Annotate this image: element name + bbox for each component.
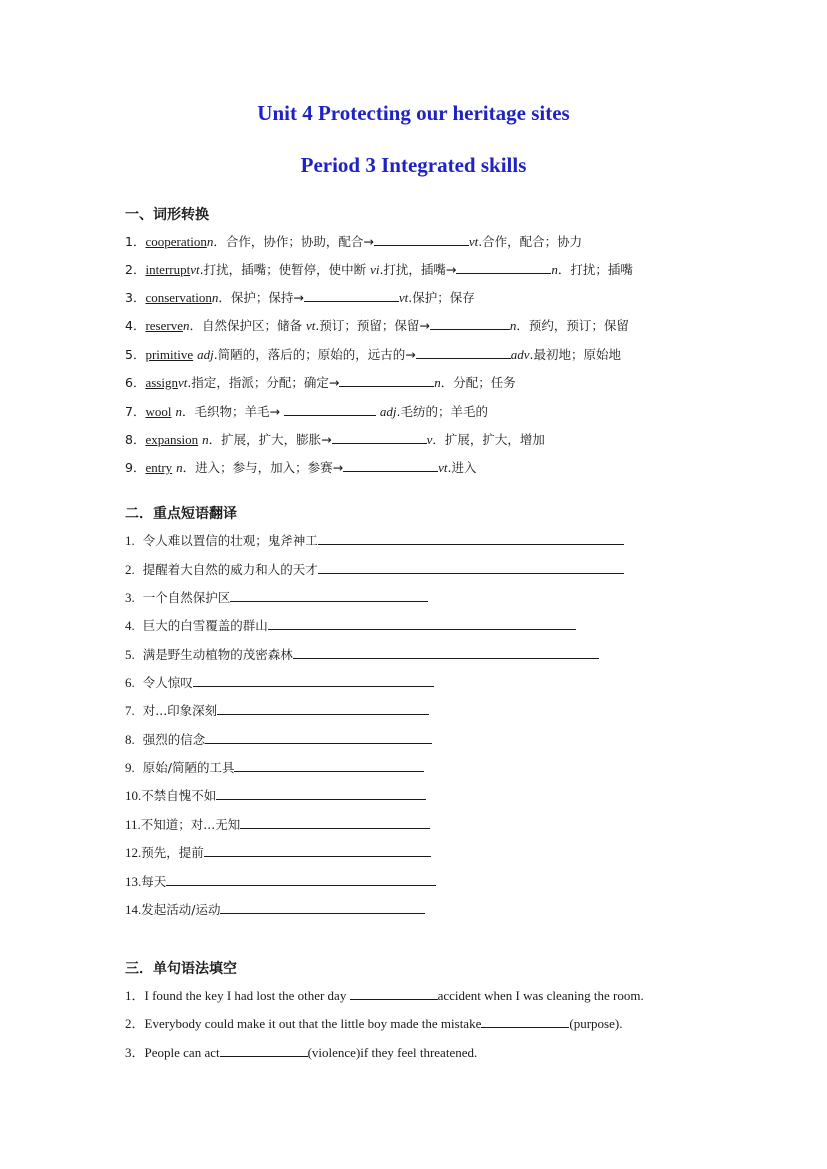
- answer-blank[interactable]: [304, 289, 399, 302]
- answer-blank[interactable]: [204, 844, 431, 857]
- answer-blank[interactable]: [339, 374, 434, 387]
- phrase-item: 1. 令人难以置信的壮观；鬼斧神工: [125, 532, 624, 549]
- answer-blank[interactable]: [217, 702, 429, 715]
- answer-blank[interactable]: [166, 873, 436, 886]
- word-form-item: 8．expansion n．扩展，扩大，膨胀→ v．扩展，扩大，增加: [125, 432, 545, 447]
- answer-blank[interactable]: [220, 1044, 308, 1057]
- answer-blank[interactable]: [318, 532, 624, 545]
- answer-blank[interactable]: [193, 674, 434, 687]
- phrase-item: 5. 满是野生动植物的茂密森林: [125, 646, 599, 663]
- answer-blank[interactable]: [268, 617, 576, 630]
- answer-blank[interactable]: [230, 589, 428, 602]
- answer-blank[interactable]: [318, 561, 624, 574]
- answer-blank[interactable]: [220, 901, 425, 914]
- grammar-item: 3．People can act (violence)if they feel threatened.: [125, 1045, 478, 1060]
- phrase-item: 12.预先，提前: [125, 844, 431, 861]
- phrase-item: 14.发起活动/运动: [125, 901, 425, 918]
- phrase-item: 9. 原始/简陋的工具: [125, 759, 424, 776]
- answer-blank[interactable]: [416, 346, 511, 359]
- unit-title: Unit 4 Protecting our heritage sites: [257, 101, 570, 125]
- phrase-item: 7. 对...印象深刻: [125, 702, 429, 719]
- answer-blank[interactable]: [240, 816, 430, 829]
- phrase-item: 4. 巨大的白雪覆盖的群山: [125, 617, 576, 634]
- word-form-item: 6．assignvt.指定，指派；分配；确定→ n．分配；任务: [125, 375, 516, 390]
- grammar-item: 1．I found the key I had lost the other day accident when I was cleaning the room.: [125, 988, 644, 1003]
- phrase-item: 13.每天: [125, 873, 436, 890]
- phrase-item: 10.不禁自愧不如: [125, 787, 426, 804]
- word-form-item: 7．wool n．毛织物；羊毛→ adj.毛纺的；羊毛的: [125, 404, 488, 419]
- word-form-item: 5．primitive adj.简陋的，落后的；原始的，远古的→ adv.最初地；原始地: [125, 347, 621, 362]
- word-form-item: 1．cooperationn．合作，协作；协助，配合→ vt.合作，配合；协力: [125, 234, 583, 249]
- phrase-item: 11.不知道；对...无知: [125, 816, 430, 833]
- answer-blank[interactable]: [205, 731, 432, 744]
- word-form-item: 9．entry n．进入；参与，加入；参赛→ vt.进入: [125, 460, 477, 475]
- word-form-item: 4．reserven．自然保护区；储备 vt.预订；预留；保留→ n．预约，预订；保留: [125, 318, 629, 333]
- phrase-item: 8. 强烈的信念: [125, 731, 432, 748]
- phrase-item: 6. 令人惊叹: [125, 674, 434, 691]
- answer-blank[interactable]: [332, 431, 427, 444]
- answer-blank[interactable]: [430, 317, 510, 330]
- section-1-heading: 一、词形转换: [125, 207, 209, 223]
- phrase-item: 2. 提醒着大自然的威力和人的天才: [125, 561, 624, 578]
- period-title: Period 3 Integrated skills: [300, 153, 527, 177]
- answer-blank[interactable]: [350, 987, 438, 1000]
- answer-blank[interactable]: [293, 646, 599, 659]
- word-form-item: 3．conservationn．保护；保持→ vt.保护；保存: [125, 290, 475, 305]
- word-form-item: 2．interruptvt.打扰，插嘴；使暂停，使中断 vi.打扰，插嘴→ n．打扰；插嘴: [125, 262, 633, 277]
- answer-blank[interactable]: [234, 759, 424, 772]
- section-3-heading: 三．单句语法填空: [125, 961, 237, 977]
- grammar-item: 2．Everybody could make it out that the little boy made the mistake (purpose).: [125, 1016, 623, 1031]
- answer-blank[interactable]: [456, 261, 551, 274]
- answer-blank[interactable]: [481, 1015, 569, 1028]
- section-2-heading: 二．重点短语翻译: [125, 506, 237, 522]
- answer-blank[interactable]: [284, 403, 376, 416]
- answer-blank[interactable]: [374, 233, 469, 246]
- answer-blank[interactable]: [216, 787, 426, 800]
- phrase-item: 3. 一个自然保护区: [125, 589, 428, 606]
- answer-blank[interactable]: [343, 459, 438, 472]
